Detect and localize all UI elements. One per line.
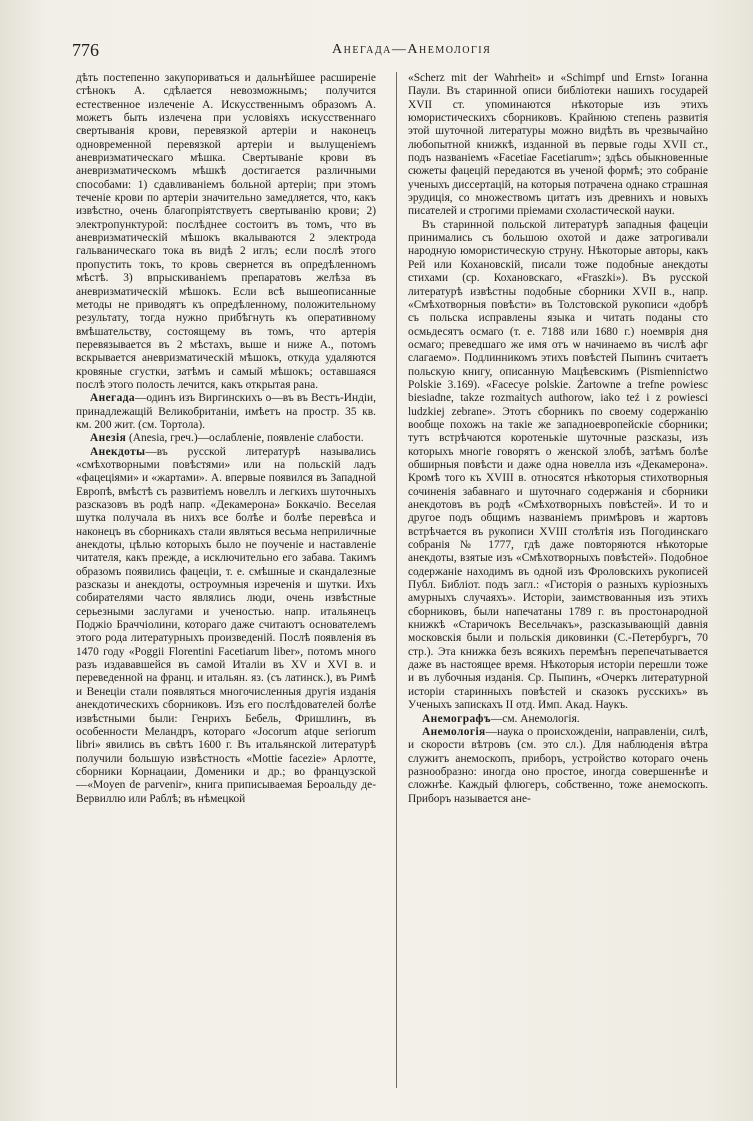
page-header [72,40,682,66]
entry-text: —наука о происхожденіи, направленіи, силѣ, и скорости вѣтровъ (см. это сл.). Для наблюденія вѣтра служитъ анемоскопъ, приборъ, устройство котораго очень разнообразно: иногда оно простое, иногда совершеннѣе и сложнѣе. Каждый флюгеръ, собственно, тоже анемоскопъ. Приборъ называется ане- [408,725,708,805]
entry-headword: Анемографъ [422,712,491,725]
entry-text: дѣть постепенно закупориваться и дальнѣйшее расширеніе стѣнокъ А. сдѣлается невозможнымъ; получится естественное излеченіе А. Искусственнымъ образомъ А. можетъ быть излечена при условіяхъ искусственнаго свертыванія крови, перевязкой артеріи и наконецъ одновременной перевязкой артеріи и вылущеніемъ аневризматическаго мѣшка. Свертываніе крови въ аневризматическомъ мѣшкѣ достигается различными способами: 1) сдавливаніемъ больной артеріи; при этомъ теченіе крови по артеріи значительно замедляется, что, какъ извѣстно, очень благопріятствуетъ свертыванію крови; 2) электропунктурой: послѣднее состоитъ въ томъ, что въ аневризматическій мѣшокъ вкалываются 2 электрода гальваническаго тока въ видѣ 2 иглъ; если послѣ этого пропустить токъ, то кровь свернется въ опредѣленномъ мѣстѣ. 3) впрыскиваніемъ препаратовъ желѣза въ аневризматическій мѣшокъ. Если всѣ вышеописанные методы не приводятъ къ опредѣленному, положительному результату, тогда нужно прибѣгнуть къ оперативному вмѣшательству, состоящему въ томъ, что артерія перевязывается въ 2 мѣстахъ, выше и ниже А., потомъ вскрывается аневризматическій мѣшокъ, откуда удаляются кровяные сгустки, затѣмъ и самый мѣшокъ; оставшаяся послѣ этого полость лечится, какъ открытая рана. [76,72,376,391]
entry-text: «Scherz mit der Wahrheit» и «Schimpf und Ernst» Іоганна Паули. Въ старинной описи библіотеки нашихъ государей XVII ст. упоминаются нѣкоторые изъ этихъ юмористическихъ сборниковъ. Крайнюю степень развитія этой шуточной литературы можно видѣть въ чрезвычайно любопытной книжкѣ, изданной въ первые годы XVII ст., подъ названіемъ «Facetiae Facetiarum»; здѣсь обыкновенные сюжеты фацецій передаются въ ученой формѣ; это собраніе ученыхъ диссертацій, на которыя потрачена однако страшная эрудиція, со множествомъ цитатъ изъ древнихъ и новыхъ писателей и строгими пріемами схоластической науки. [408,72,708,218]
article-entry [76,446,376,806]
right-column [408,72,708,806]
entry-text: Въ старинной польской литературѣ западныя фацеціи принимались съ большою охотой и даже затрогивали народную юмористическую струну. Нѣкоторые авторы, какъ Рей или Кохановскій, писали тоже подобные анекдоты стихами (ср. Кохановскаго, «Fraszki»). Въ русской литературѣ извѣстны подобные сборники XVII в., напр. «Смѣхотворныя повѣсти» въ Толстовской рукописи «добрѣ съ польска исправлены языка и читать поданы сто осмьдесятъ осмаго (т. е. 7188 или 1680 г.) ноемврія дня осмаго; преведшаго же имя отъ ѡ начинаемо въ числѣ афг слагаемо». Подлинникомъ этихъ повѣстей Пыпинъ считаетъ польскую книгу, описанную Мацѣевскимъ (Pismiennictwo Polskie 3.169). «Facecye polskie. Żartowne a trefne powiesc biesiadne, takze rozmaitych authorow, iako teź i z powiesci ludzkiej zebrane». Этотъ сборникъ по своему содержанію вообще похожъ на такіе же западноевропейскіе сборники; тутъ встрѣчаются коротенькіе шуточные разсказы, изъ которыхъ многіе говорятъ о женской злобѣ, затѣмъ болѣе обширныя повѣсти и даже одна новелла изъ «Декамерона». Кромѣ того къ XVIII в. относятся нѣкоторыя стихотворныя сочиненія забавнаго и шуточнаго содержанія и сборники анекдотовъ въ родѣ «Смѣхотворныхъ повѣстей». И то и другое подъ общимъ названіемъ примѣровъ и жартовъ встрѣчается въ рукописи XVIII столѣтія изъ Погодинскаго собранія № 1777, гдѣ даже повторяются нѣкоторые анекдоты, взятые изъ «Смѣхотворныхъ повѣстей». Подобное содержаніе находимъ въ одной изъ Фроловскихъ рукописей Публ. Библіот. подъ загл.: «Гисторія о разныхъ куріозныхъ амурныхъ случаяхъ». Исторіи, заимствованныя изъ этихъ сборниковъ, были напечатаны 1789 г. въ простонародной книжкѣ «Старичокъ Весельчакъ», разсказывающій давнія московскія были и польскія диковинки (С.-Петербургъ, 70 стр.). Эта книжка безъ всякихъ перемѣнъ перепечатывается даже въ настоящее время. Нѣкоторыя исторіи перешли тоже и въ лубочныя изданія. Ср. Пыпинъ, «Очеркъ литературной исторіи старинныхъ повѣстей и сказокъ русскихъ» въ Ученыхъ запискахъ II отд. Имп. Акад. Наукъ. [408,218,708,712]
left-column [76,72,376,806]
entry-headword: Анекдоты [90,445,146,458]
entry-text: —въ русской литературѣ назывались «смѣхотворными повѣстями» или на польскій ладъ «фацеціями» и «жартами». А. впервые появился въ Западной Европѣ, вмѣстѣ съ развитіемъ новеллъ и легкихъ шуточныхъ разсказовъ въ родѣ напр. «Декамерона» Боккачіо. Веселая шутка получала въ нихъ все болѣе и болѣе перевѣса и наконецъ въ сборникахъ стали являться весьма неприличные анекдоты, цѣлью которыхъ было не поученіе и наставленіе читателя, какъ прежде, а исключительно его забава. Такимъ образомъ появились фацеціи, т. е. смѣшные и скандалезные разсказы и анекдоты, остроумныя изреченія и шутки. Ихъ собирателями часто являлись люди, очень извѣстные серьезными заслугами и ученостью. напр. итальянецъ Поджіо Браччіолини, котораго даже считаютъ основателемъ этого рода литературныхъ произведеній. Послѣ появленія въ 1470 году «Poggii Florentini Facetiarum liber», потомъ много разъ издававшейся въ самой Италіи въ XV и XVI в. и переведенной на франц. и итальян. яз. (съ латинск.), въ Римѣ и Венеціи стали появляться многочисленныя другія изданія анекдотическихъ сборниковъ. Изъ его послѣдователей болѣе извѣстными были: Генрихъ Бебель, Фришлинъ, въ особенности Меландръ, котораго «Jocorum atque seriorum libri» явились въ свѣтъ 1600 г. Въ итальянской литературѣ получили большую извѣстность «Mottie facezie» Арлотте, сборники Корнацаии, Доменики и др.; во французской—«Moyen de parvenir», книга приписываемая Бероальду де-Вервиллю или Раблѣ; въ нѣмецкой [76,445,376,805]
entry-headword: Анегада [90,392,135,405]
article-paragraph [408,72,708,219]
entry-text: —см. Анемологія. [490,712,580,725]
entry-headword: Анезія [90,432,127,445]
article-entry [76,432,376,445]
article-entry [408,726,708,806]
article-entry [408,713,708,726]
entry-text: (Anesia, греч.)—ослабленіе, появленіе слабости. [126,432,364,445]
article-entry [76,392,376,432]
column-divider [396,72,397,1088]
article-paragraph [76,72,376,392]
entry-headword: Анемологія [422,725,486,738]
running-head: Анегада—Анемологія [332,42,492,57]
entry-text: —одинъ изъ Виргинскихъ о—въ въ Вестъ-Индіи, принадлежащій Великобританіи, имѣетъ на простр. 35 кв. км. 200 жит. (см. Тортола). [76,392,376,431]
article-paragraph [408,219,708,713]
page-number: 776 [72,40,99,60]
